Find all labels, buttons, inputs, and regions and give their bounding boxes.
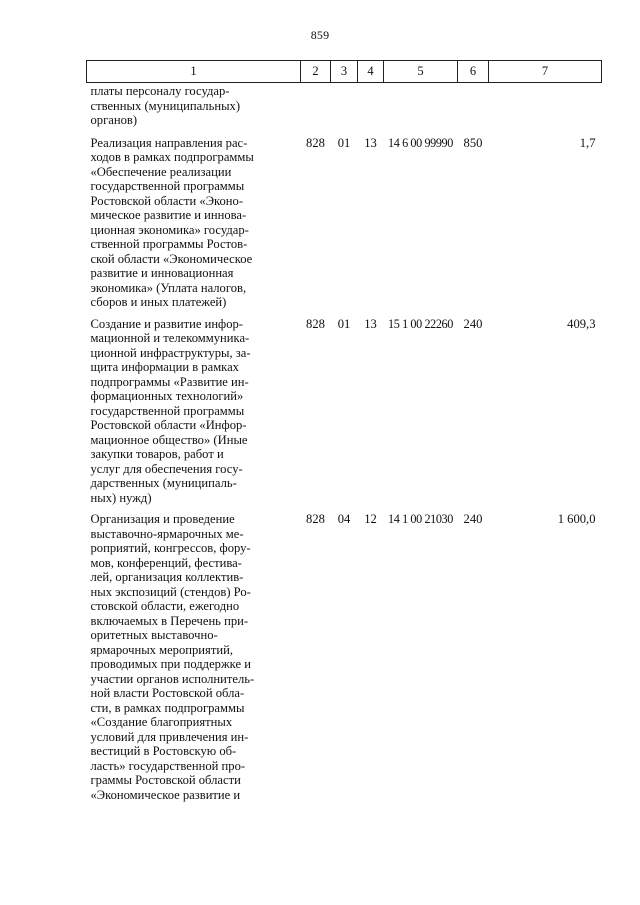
column-header-subsection: 4 <box>358 61 384 83</box>
subsection-code-cell: 13 <box>364 316 377 331</box>
table-row <box>87 317 602 513</box>
subsection-code-cell: 12 <box>364 512 377 526</box>
target-code-cell <box>384 83 458 136</box>
target-code-cell: 14 6 00 99990 <box>388 135 453 150</box>
row-name-text: Реализация направления рас- ходов в рамках подпрограммы «Обеспечение реализации государственной программы Ростовской области «Эконо- мическое развитие и иннова- ционная экономика» государ- ственной программы Ростов- ской области «Экономическое развитие и инновационная экономика» (Уплата налогов, сборов и иных платежей) <box>90 135 254 309</box>
row-name-text: Организация и проведение выставочно-ярмарочных ме- роприятий, конгрессов, фору- мов, конференций, фестива- лей, организация коллектив- ных экспозиций (стендов) Ро- стовской области, ежегодно включаемых в Перечень при- оритетных выставочно- ярмарочных мероприятий, проводимых при поддержке и участии органов исполнитель- ной власти Ростовской обла- сти, в рамках подпрограммы «Создание благоприятных условий для привлечения ин- вестиций в Ростовскую об- ласть» государственной про- граммы Ростовской области «Экономическое развитие и <box>90 512 255 802</box>
subsection-code-cell: 13 <box>364 135 377 150</box>
ministry-code-cell <box>301 83 331 136</box>
amount-cell: 1 600,0 <box>557 512 596 526</box>
table-row <box>87 512 602 809</box>
table-row <box>87 83 602 136</box>
page-number: 859 <box>310 28 330 42</box>
target-code-cell: 15 1 00 22260 <box>388 316 453 331</box>
row-name-text: платы персоналу государ- ственных (муниципальных) органов) <box>90 84 241 127</box>
amount-cell: 1,7 <box>579 135 596 150</box>
section-code-cell: 04 <box>337 512 351 526</box>
ministry-code-cell: 828 <box>306 512 325 526</box>
subsection-code-cell <box>358 83 384 136</box>
row-name-cell <box>87 512 301 809</box>
expense-type-cell: 850 <box>463 135 483 150</box>
row-name-cell <box>87 83 301 136</box>
column-header-name: 1 <box>87 61 301 83</box>
column-header-expense-type: 6 <box>458 61 489 83</box>
ministry-code-cell: 828 <box>306 316 325 331</box>
expense-type-cell: 240 <box>463 512 483 526</box>
ministry-code-cell: 828 <box>306 135 325 150</box>
budget-table <box>86 60 602 809</box>
expense-type-cell: 240 <box>463 316 483 331</box>
row-name-text: Создание и развитие инфор- мационной и телекоммуника- ционной инфраструктуры, за- щита информации в рамках подпрограммы «Развитие ин- формационных технологий» государственной программы Ростовской области «Инфор- мационное общество» (Иные закупки товаров, работ и услуг для обеспечения госу- дарственных (муниципаль- ных) нужд) <box>90 316 251 505</box>
expense-type-cell <box>458 83 489 136</box>
table-header-row <box>87 61 602 83</box>
table-row <box>87 136 602 317</box>
section-code-cell: 01 <box>337 135 351 150</box>
amount-cell: 409,3 <box>567 316 596 331</box>
column-header-ministry: 2 <box>301 61 331 83</box>
section-code-cell: 01 <box>337 316 351 331</box>
amount-cell <box>489 83 602 136</box>
row-name-cell <box>87 136 301 317</box>
column-header-amount: 7 <box>489 61 602 83</box>
column-header-section: 3 <box>331 61 358 83</box>
column-header-target: 5 <box>384 61 458 83</box>
row-name-cell <box>87 317 301 513</box>
target-code-cell: 14 1 00 21030 <box>388 512 453 526</box>
section-code-cell <box>331 83 358 136</box>
